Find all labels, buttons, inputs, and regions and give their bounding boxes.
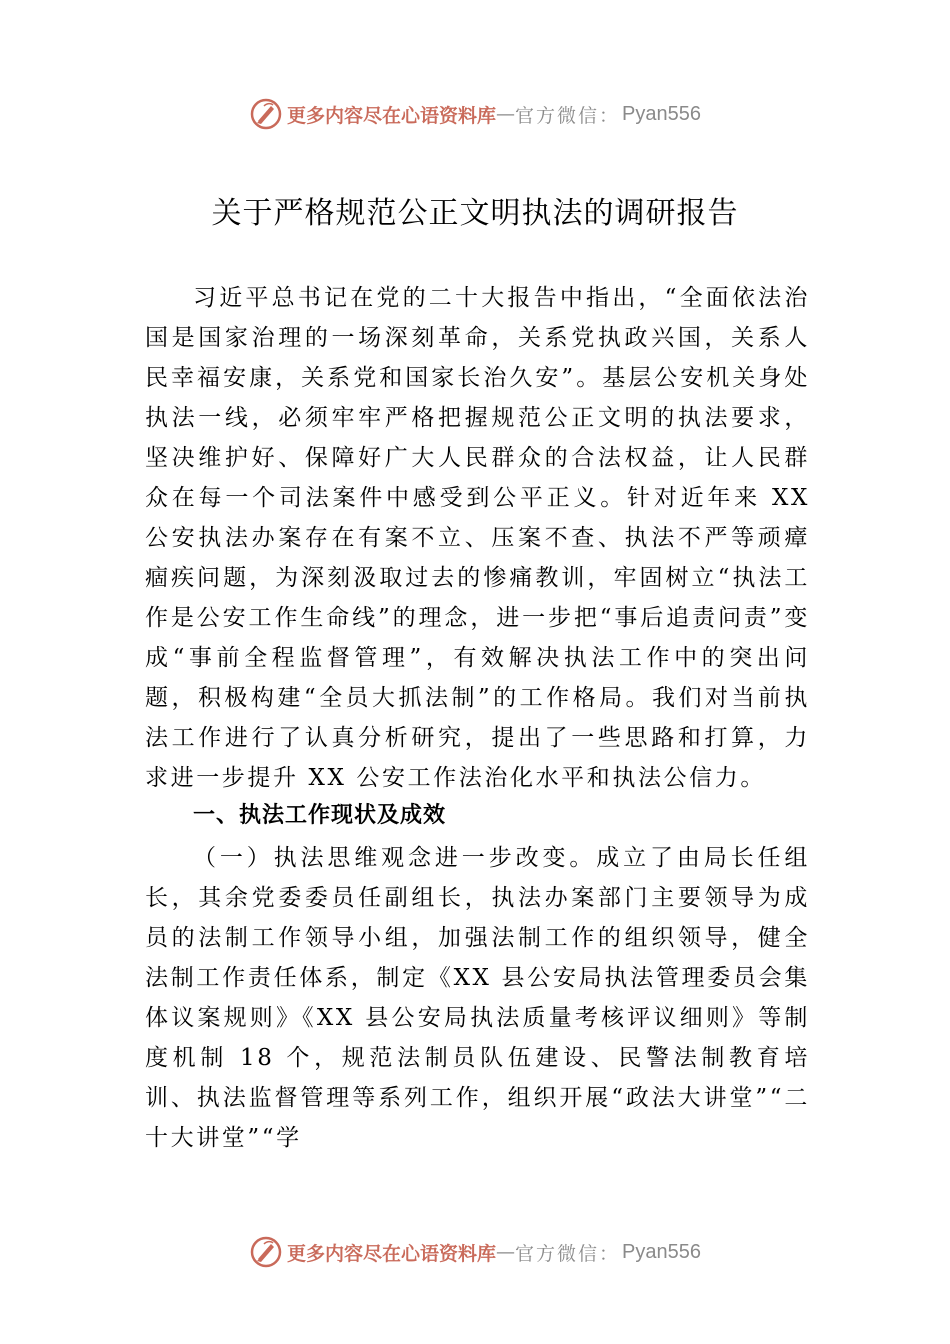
paragraph-2-body: 成立了由局长任组长，其余党委委员任副组长，执法办案部门主要领导为成员的法制工作领导小组，加强法制工作的组织领导，健全法制工作责任体系，制定《XX 县公安局执法管理委员会集体议案规则》《XX 县公安局执法质量考核评议细则》等制度机制 18 个，规范法制员队伍建设、民警法制教育培训、执法监督管理等系列工作，组织开展“政法大讲堂”“二十大讲堂”“学: [145, 845, 810, 1151]
header-wechat-id: Pyan556: [622, 102, 701, 125]
header-banner: [0, 92, 950, 136]
paragraph-2: [145, 838, 810, 1158]
header-separator: —: [496, 103, 516, 125]
document-title: 关于严格规范公正文明执法的调研报告: [211, 196, 739, 231]
paragraph-1: 习近平总书记在党的二十大报告中指出，“全面依法治国是国家治理的一场深刻革命，关系党执政兴国，关系人民幸福安康，关系党和国家长治久安”。基层公安机关身处执法一线，必须牢牢严格把握规范公正文明的执法要求，坚决维护好、保障好广大人民群众的合法权益，让人民群众在每一个司法案件中感受到公平正义。针对近年来 XX 公安执法办案存在有案不立、压案不查、执法不严等顽瘴痼疾问题，为深刻汲取过去的惨痛教训，牢固树立“执法工作是公安工作生命线”的理念，进一步把“事后追责问责”变成“事前全程监督管理”，有效解决执法工作中的突出问题，积极构建“全员大抓法制”的工作格局。我们对当前执法工作进行了认真分析研究，提出了一些思路和打算，力求进一步提升 XX 公安工作法治化水平和执法公信力。: [145, 285, 810, 791]
header-wechat-label: 官方微信：: [515, 104, 621, 127]
paragraph-2-lead: （一）执法思维观念进一步改变。: [193, 845, 597, 871]
footer-wechat-label: 官方微信：: [515, 1242, 621, 1265]
footer-wechat-id: Pyan556: [622, 1240, 701, 1263]
section-1-heading: 一、执法工作现状及成效: [193, 803, 447, 828]
brand-logo-icon: [249, 97, 283, 131]
footer-brand-text: 更多内容尽在心语资料库: [287, 1242, 497, 1265]
footer-separator: —: [496, 1241, 516, 1263]
brand-logo-icon: [249, 1235, 283, 1269]
footer-banner: [0, 1230, 950, 1274]
header-brand-text: 更多内容尽在心语资料库: [287, 104, 497, 127]
